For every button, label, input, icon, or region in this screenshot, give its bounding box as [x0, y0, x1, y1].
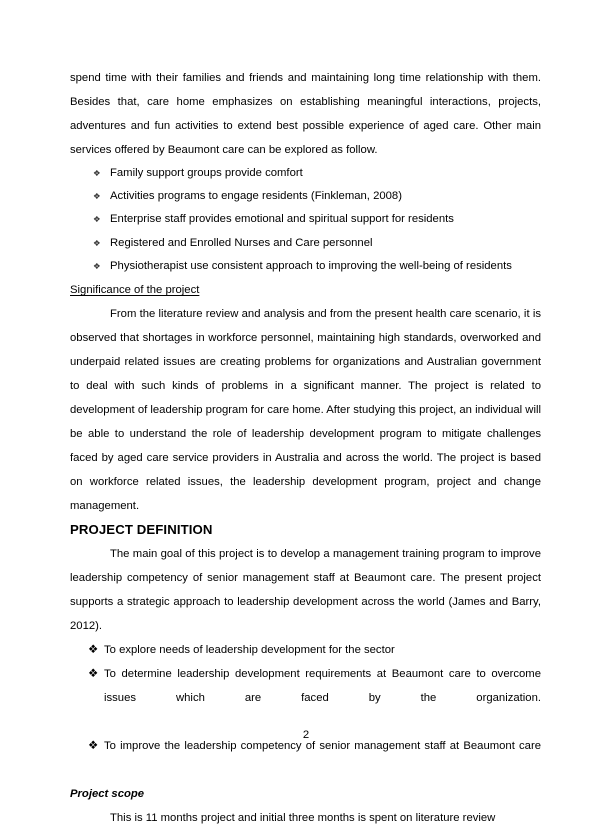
list-item-label: Activities programs to engage residents (Finkleman, 2008) — [110, 190, 402, 203]
diamond-bullet-icon: ❖ — [93, 191, 101, 202]
project-scope-paragraph: This is 11 months project and initial three months is spent on literature review — [110, 812, 496, 825]
list-item-label: Physiotherapist use consistent approach to improving the well-being of residents — [110, 259, 512, 272]
diamond-bullet-icon: ❖ — [88, 643, 99, 657]
list-item-label: Family support groups provide comfort — [110, 167, 303, 179]
objectives-bullet-list — [70, 638, 541, 782]
list-item — [70, 208, 541, 231]
list-item — [70, 185, 541, 208]
list-item — [70, 162, 541, 185]
list-item — [70, 232, 541, 255]
diamond-bullet-icon: ❖ — [93, 260, 101, 271]
diamond-bullet-icon: ❖ — [88, 739, 99, 753]
diamond-bullet-icon: ❖ — [93, 237, 101, 248]
list-item — [70, 255, 541, 278]
document-content — [70, 66, 541, 830]
list-item — [70, 638, 541, 662]
list-item-label: To determine leadership development requirements at Beaumont care to overcome issues which are faced by the organization. — [104, 668, 541, 705]
paragraph-continuation: spend time with their families and friends and maintaining long time relationship with them. Besides that, care home emphasizes on establishing meaningful interactions, projects, adventures and fun activities to extend best possible experience of aged care. Other main services offered by Beaumont care can be explored as follow. — [70, 72, 541, 156]
significance-heading-label: Significance of the project — [70, 284, 200, 297]
diamond-bullet-icon: ❖ — [88, 667, 99, 681]
project-scope-heading: Project scope — [70, 788, 145, 801]
project-definition-heading: PROJECT DEFINITION — [70, 522, 213, 538]
list-item — [70, 662, 541, 734]
significance-paragraph: From the literature review and analysis and from the present health care scenario, it is observed that shortages in workforce personnel, maintaining high standards, overworked and underpaid related issues are creating problems for organizations and Australian government to deal with such kinds of problems in a significant manner. The project is related to development of leadership program for care home. After studying this project, an individual will be able to understand the role of leadership development program to mitigate challenges faced by aged care service providers in Australia and across the world. The project is based on workforce related issues, the leadership development program, project and change management. — [70, 308, 541, 513]
list-item-label: To improve the leadership competency of senior management staff at Beaumont care — [104, 740, 541, 753]
diamond-bullet-icon: ❖ — [93, 214, 101, 225]
significance-heading — [70, 278, 541, 302]
diamond-bullet-icon: ❖ — [93, 168, 101, 178]
project-definition-paragraph: The main goal of this project is to develop a management training program to improve leadership competency of senior management staff at Beaumont care. The present project supports a strategic approach to leadership development across the world (James and Barry, 2012). — [70, 548, 541, 633]
page-number: 2 — [302, 729, 310, 741]
list-item-label: To explore needs of leadership development for the sector — [104, 644, 395, 657]
list-item-label: Enterprise staff provides emotional and spiritual support for residents — [110, 213, 454, 226]
list-item-label: Registered and Enrolled Nurses and Care personnel — [110, 236, 373, 249]
services-bullet-list — [70, 162, 541, 278]
